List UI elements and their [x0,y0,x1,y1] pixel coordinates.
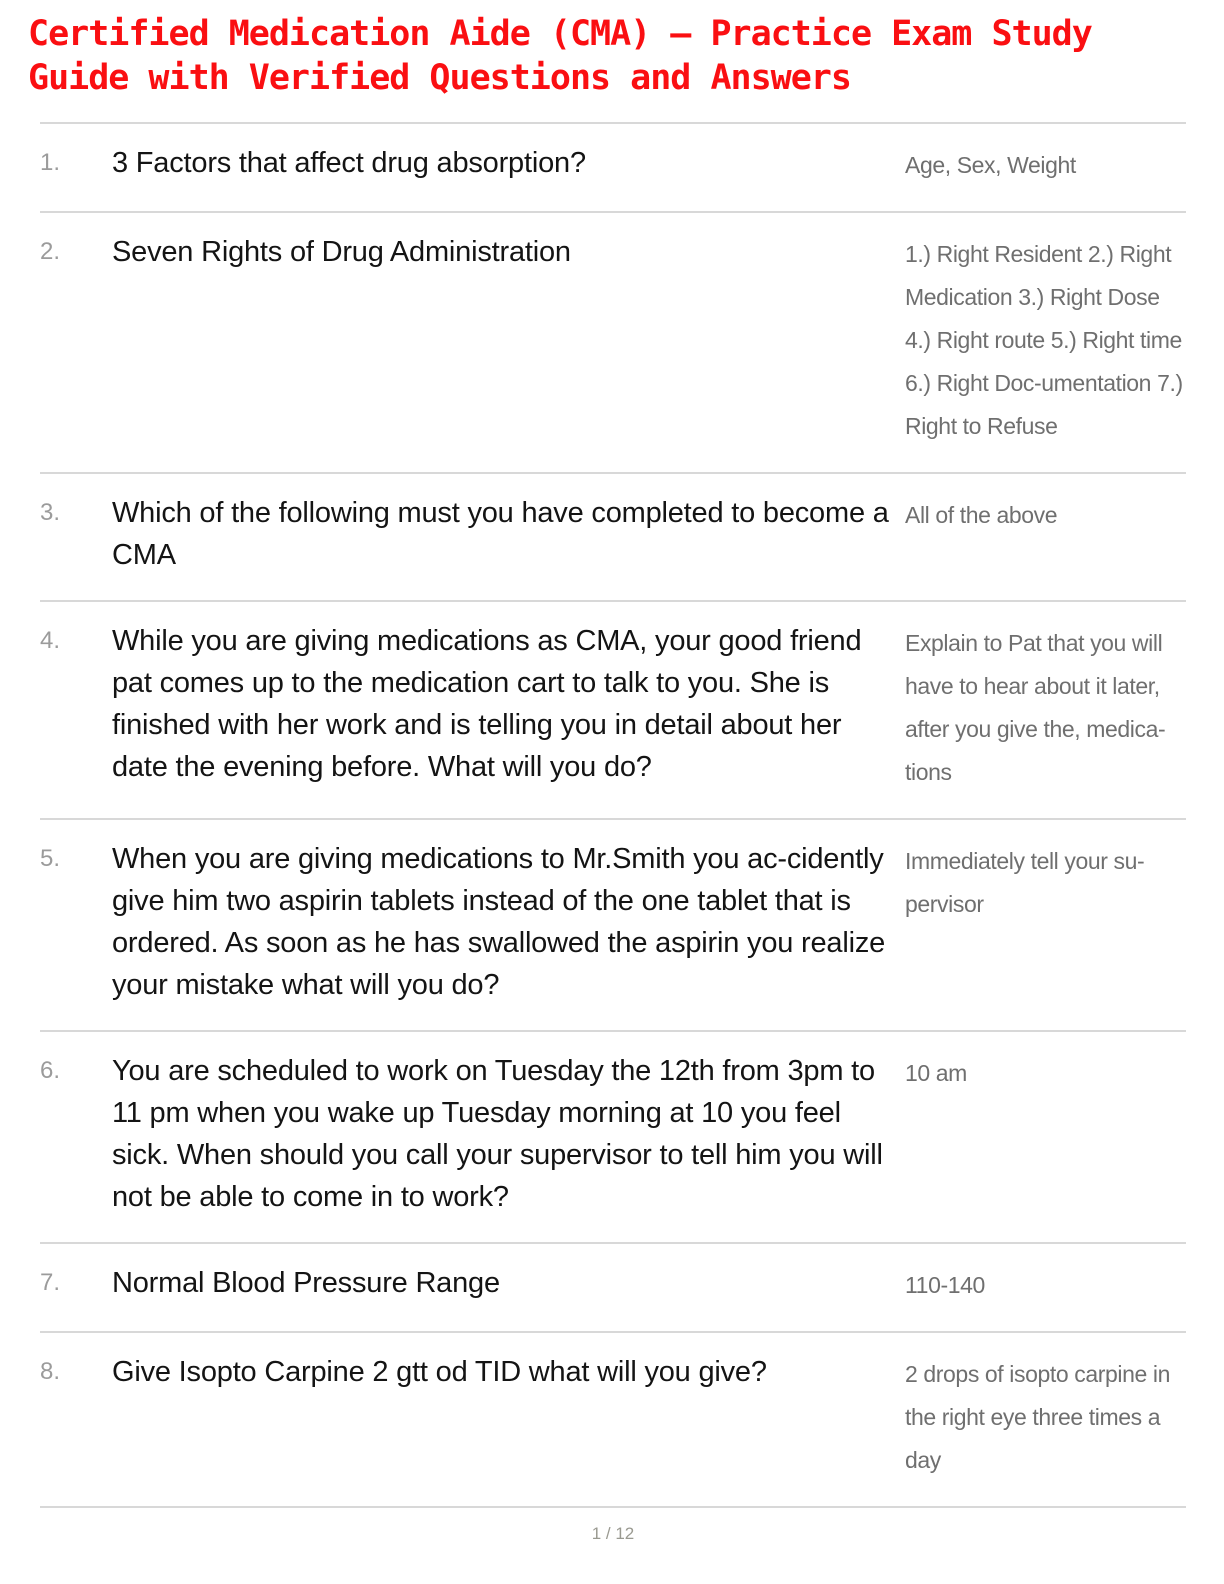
question-number: 3. [40,499,61,526]
question-number: 2. [40,238,61,265]
answer-text: Age, Sex, Weight [905,152,1076,178]
question-number: 5. [40,845,61,872]
question-number: 4. [40,627,61,654]
question-text: Seven Rights of Drug Administration [112,236,571,268]
question-text: 3 Factors that affect drug absorption? [112,147,586,179]
qa-row-5 [40,818,1186,1030]
answer-text: 10 am [905,1060,967,1086]
answer-text: Explain to Pat that you will have to hear about it later, after you give the, medica-tions [905,630,1166,785]
answer-text: All of the above [905,502,1058,528]
answer-text: Immediately tell your su-pervisor [905,848,1145,917]
question-number: 7. [40,1269,61,1296]
question-text: While you are giving medications as CMA, your good friend pat comes up to the medication cart to talk to you. She is finished with her work and is telling you in detail about her date the evening before. What will you do? [112,625,862,783]
qa-row-7 [40,1242,1186,1331]
question-number: 1. [40,149,61,176]
qa-row-4 [40,600,1186,818]
question-number: 6. [40,1057,61,1084]
answer-text: 1.) Right Resident 2.) Right Medication 3.) Right Dose 4.) Right route 5.) Right time 6.) Right Doc-umentation 7.) Right to Refuse [905,241,1183,439]
question-text: You are scheduled to work on Tuesday the 12th from 3pm to 11 pm when you wake up Tuesday morning at 10 you feel sick. When should you call your supervisor to tell him you will not be able to come in to work? [112,1055,883,1213]
qa-row-2 [40,211,1186,472]
qa-row-1 [40,122,1186,211]
qa-table [40,122,1186,1508]
answer-text: 2 drops of isopto carpine in the right eye three times a day [905,1361,1170,1473]
qa-row-3 [40,472,1186,600]
question-text: Give Isopto Carpine 2 gtt od TID what will you give? [112,1356,767,1388]
question-number: 8. [40,1358,61,1385]
qa-row-6 [40,1030,1186,1242]
question-text: Normal Blood Pressure Range [112,1267,500,1299]
document-title: Certified Medication Aide (CMA) – Practice Exam Study Guide with Verified Questions and Answers [28,14,1092,98]
question-text: Which of the following must you have completed to become a CMA [112,497,889,571]
question-text: When you are giving medications to Mr.Smith you ac-cidently give him two aspirin tablets instead of the one tablet that is ordered. As soon as he has swallowed the aspirin you realize your mistake what will you do? [112,843,886,1001]
answer-text: 110-140 [905,1272,985,1298]
qa-row-8 [40,1331,1186,1506]
page-indicator: 1 / 12 [591,1524,635,1543]
